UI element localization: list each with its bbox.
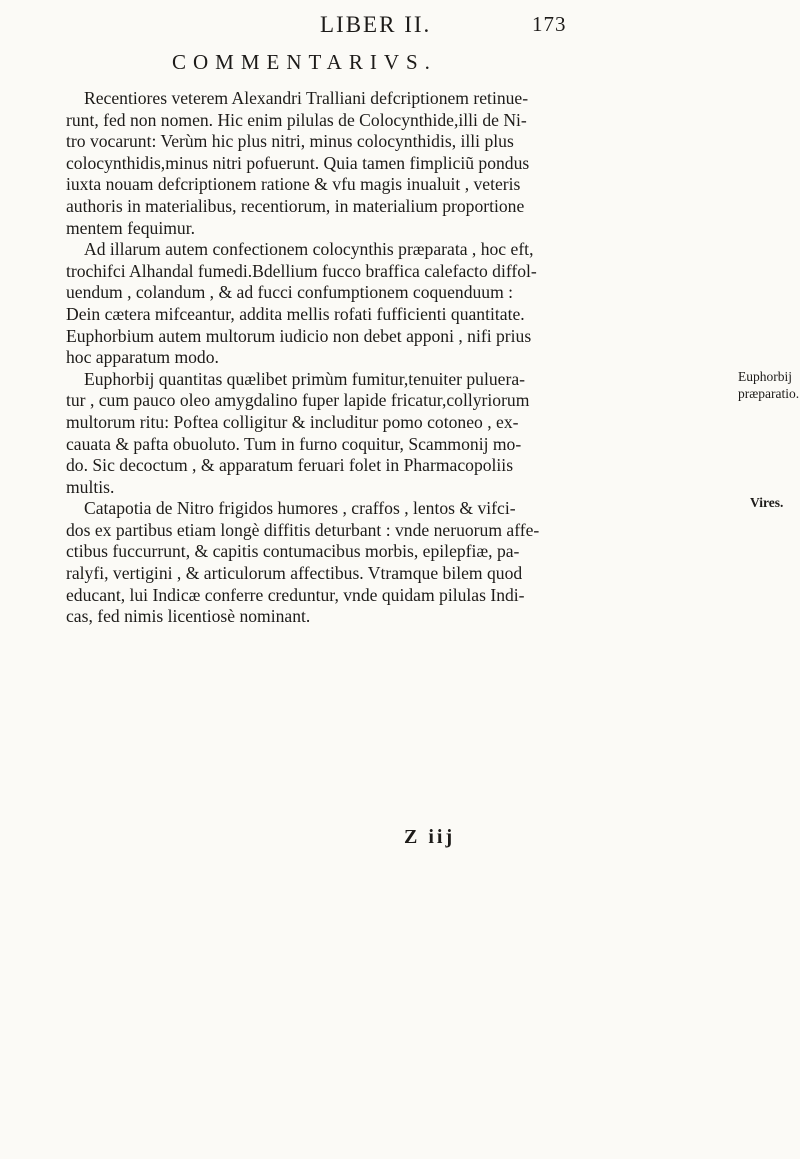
text-line: multis.	[66, 476, 115, 497]
text-line: cauata & pafta obuoluto. Tum in furno coquitur, Scammonij mo-	[66, 433, 522, 454]
text-line: authoris in materialibus, recentiorum, in materialium proportione	[66, 195, 525, 216]
text-line: tur , cum pauco oleo amygdalino fuper lapide fricatur,collyriorum	[66, 390, 530, 411]
text-line: Dein cætera mifceantur, addita mellis rofati fufficienti quantitate.	[66, 303, 525, 324]
text-line: Recentiores veterem Alexandri Tralliani defcriptionem retinue-	[84, 88, 529, 108]
section-heading: COMMENTARIVS.	[172, 50, 437, 74]
text-line: hoc apparatum modo.	[66, 347, 219, 368]
signature-mark: Z iij	[404, 826, 456, 848]
page-number: 173	[532, 12, 567, 36]
text-line: runt, fed non nomen. Hic enim pilulas de Colocynthide,illi de Ni-	[66, 109, 527, 130]
text-line: trochifci Alhandal fumedi.Bdellium fucco braffica calefacto diffol-	[66, 260, 537, 281]
text-line: Ad illarum autem confectionem colocynthis præparata , hoc eft,	[84, 239, 534, 260]
margin-note-praeparatio: præparatio.	[738, 386, 800, 401]
text-line: iuxta nouam defcriptionem ratione & vfu magis inualuit , veteris	[66, 174, 521, 195]
text-line: mentem fequimur.	[66, 217, 195, 238]
commentary-text	[66, 88, 736, 628]
text-line: educant, lui Indicæ conferre creduntur, vnde quidam pilulas Indi-	[66, 584, 525, 605]
text-line: do. Sic decoctum , & apparatum feruari folet in Pharmacopoliis	[66, 455, 514, 476]
book-number: LIBER II.	[320, 12, 432, 37]
text-line: uendum , colandum , & ad fucci confumptionem coquenduum :	[66, 282, 514, 303]
text-line: ralyfi, vertigini , & articulorum affectibus. Vtramque bilem quod	[66, 563, 523, 584]
text-line: Catapotia de Nitro frigidos humores , craffos , lentos & vifci-	[84, 498, 516, 519]
text-line: Euphorbij quantitas quælibet primùm fumitur,tenuiter puluera-	[84, 368, 526, 389]
margin-note-vires: Vires.	[750, 495, 784, 510]
text-line: cas, fed nimis licentiosè nominant.	[66, 606, 311, 627]
text-line: dos ex partibus etiam longè diffitis deturbant : vnde neruorum affe-	[66, 519, 540, 540]
text-line: tro vocarunt: Verùm hic plus nitri, minus colocynthidis, illi plus	[66, 131, 514, 152]
margin-note-euphorbij: Euphorbij	[738, 369, 792, 384]
text-line: colocynthidis,minus nitri pofuerunt. Quia tamen fimpliciũ pondus	[66, 152, 530, 173]
text-line: multorum ritu: Poftea colligitur & includitur pomo cotoneo , ex-	[66, 411, 519, 432]
text-line: ctibus fuccurrunt, & capitis contumacibus morbis, epilepfiæ, pa-	[66, 541, 520, 562]
text-line: Euphorbium autem multorum iudicio non debet apponi , nifi prius	[66, 325, 532, 346]
